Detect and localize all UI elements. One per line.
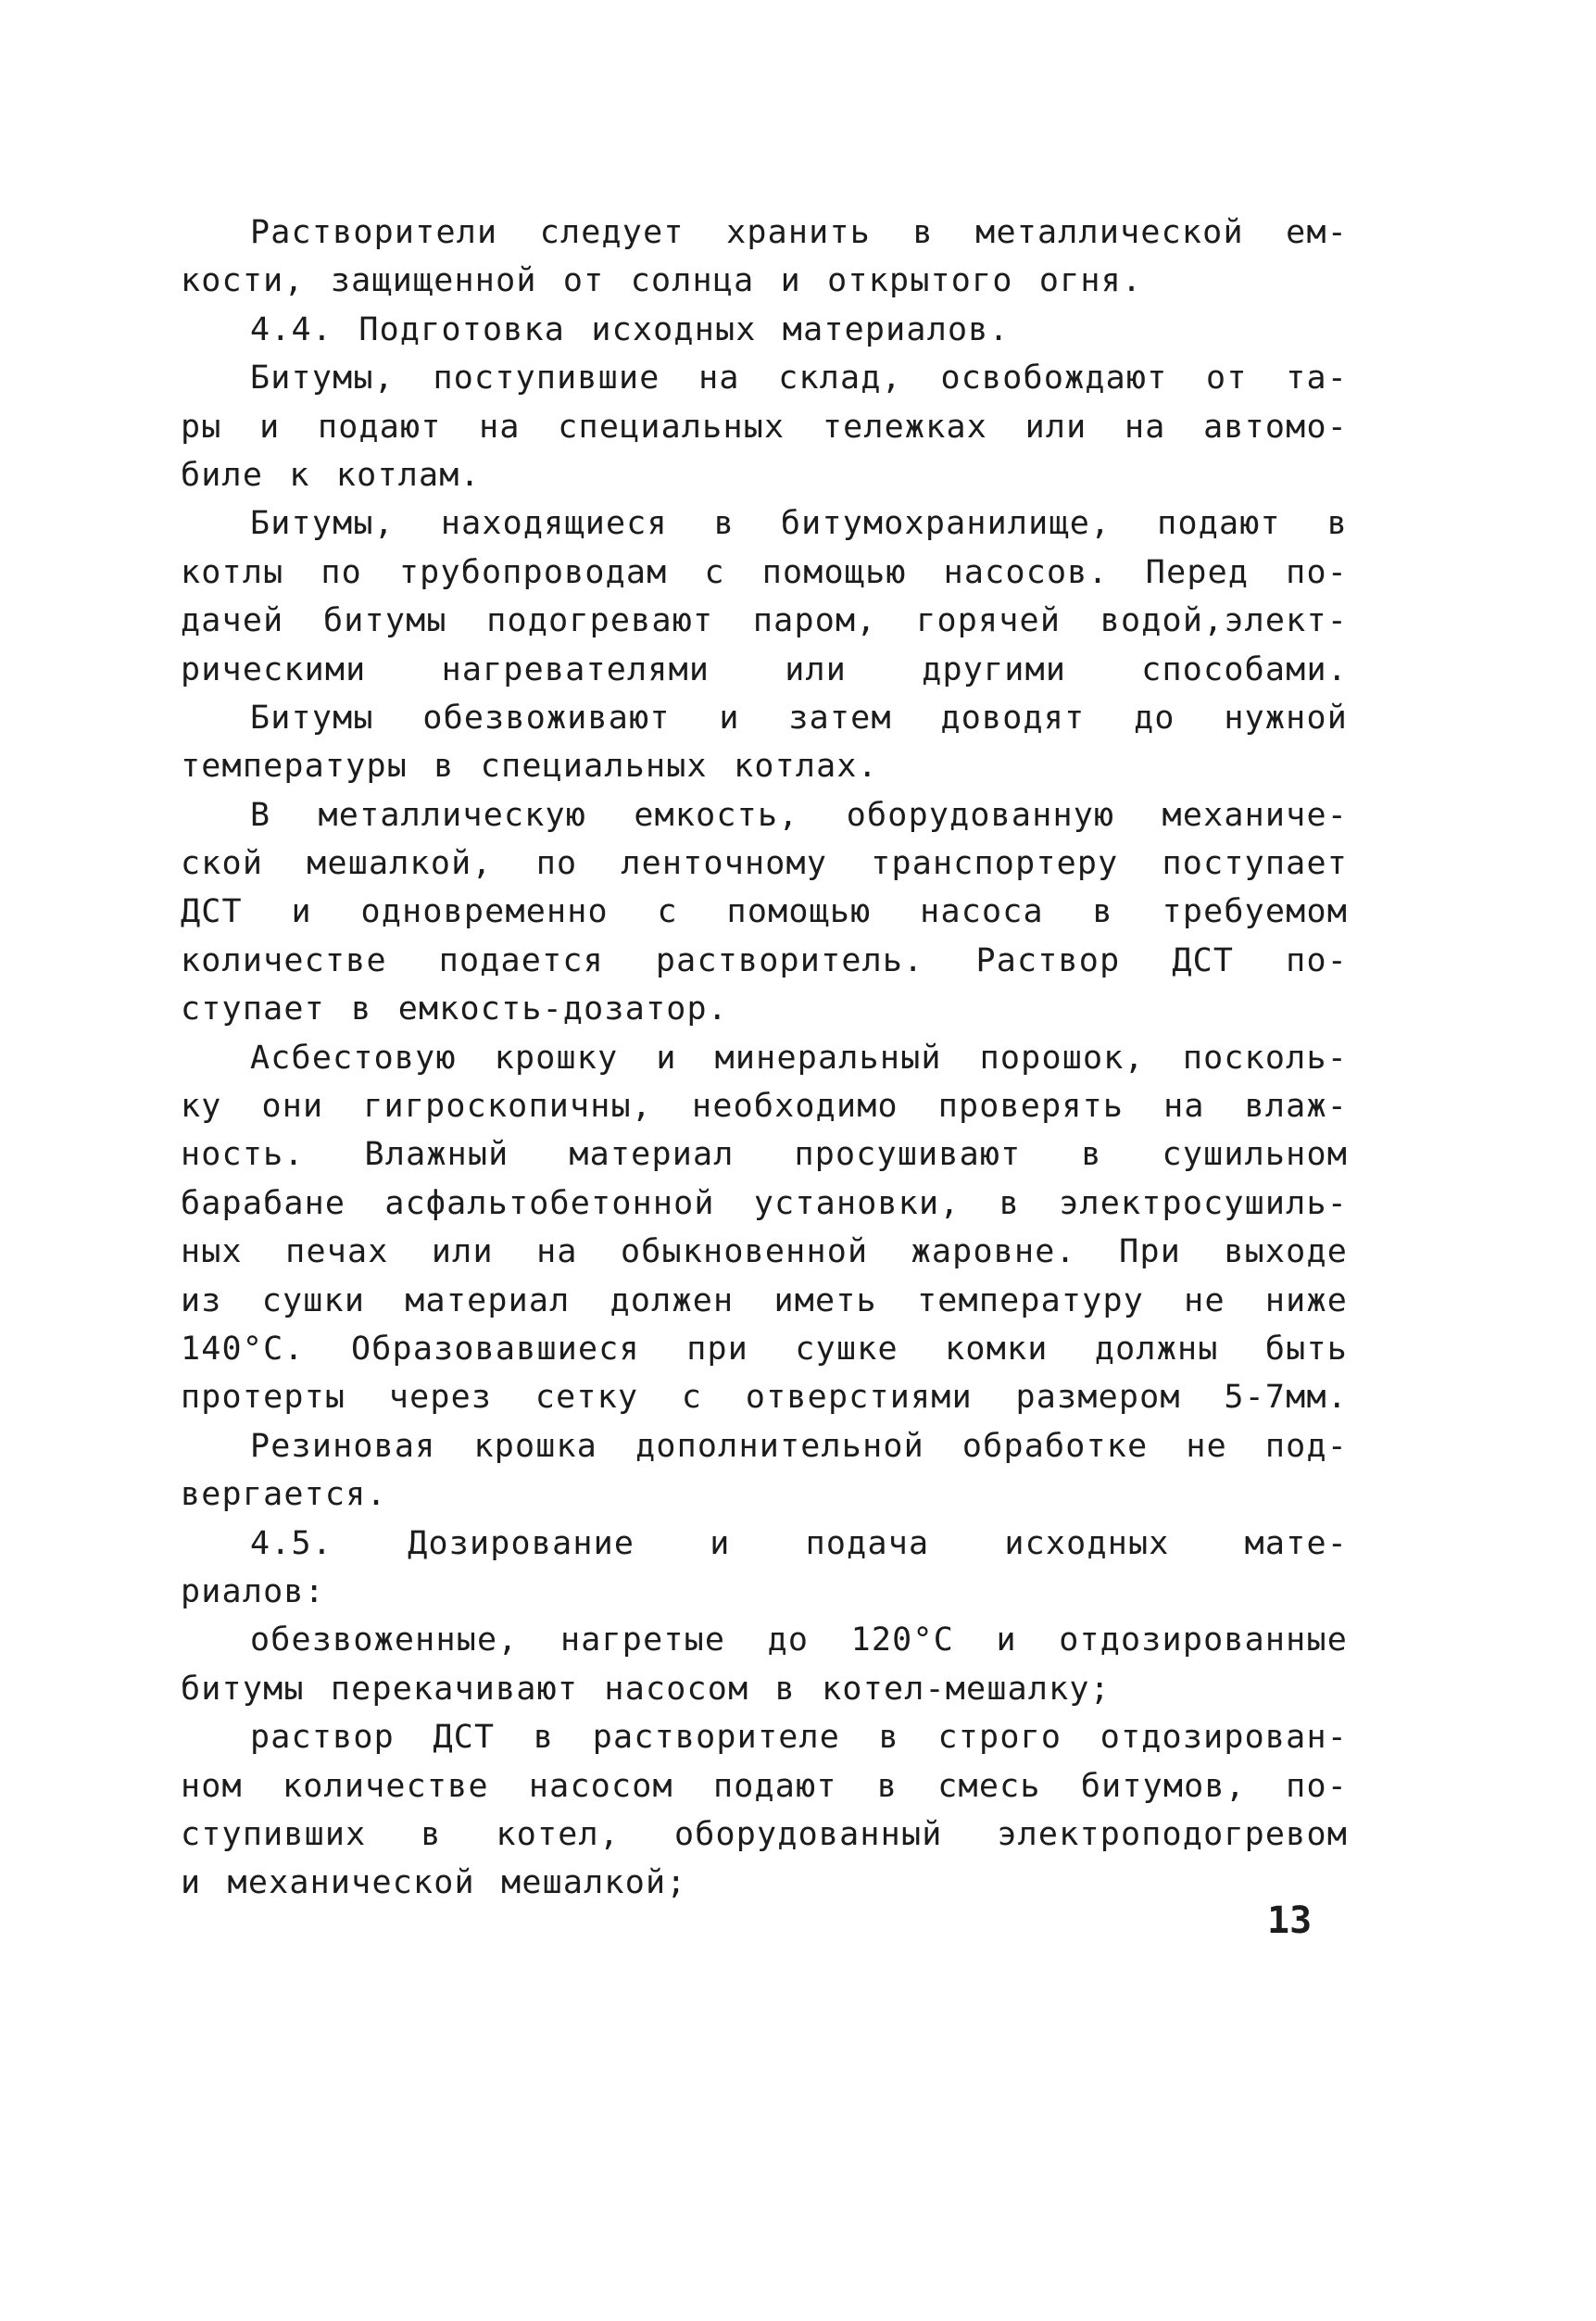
text-line: котлы по трубопроводам с помощью насосов. Перед по- (181, 553, 1348, 591)
text-line: ном количестве насосом подают в смесь битумов, по- (181, 1767, 1348, 1805)
text-line: количестве подается растворитель. Раствор ДСТ по- (181, 941, 1348, 979)
text-line: из сушки материал должен иметь температуру не ниже (181, 1281, 1348, 1319)
text-line: раствор ДСТ в растворителе в строго отдозирован- (250, 1719, 1348, 1757)
text-line: кости, защищенной от солнца и открытого огня. (181, 262, 1143, 300)
text-line: обезвоженные, нагретые до 120°С и отдозированные (250, 1621, 1348, 1659)
text-line: барабане асфальтобетонной установки, в электросушиль- (181, 1184, 1348, 1222)
text-line: ДСТ и одновременно с помощью насоса в требуемом (181, 893, 1348, 931)
text-line: ступает в емкость-дозатор. (181, 990, 729, 1028)
text-line: дачей битумы подогревают паром, горячей водой,элект- (181, 602, 1348, 640)
text-line: ступивших в котел, оборудованный электроподогревом (181, 1815, 1348, 1853)
text-line: риалов: (181, 1572, 325, 1610)
text-line: протерты через сетку с отверстиями размером 5-7мм. (181, 1379, 1348, 1417)
text-line: вергается. (181, 1476, 387, 1514)
text-line: ской мешалкой, по ленточному транспортеру поступает (181, 845, 1348, 883)
section-heading-4-4: 4.4. Подготовка исходных материалов. (250, 310, 1010, 348)
text-line: В металлическую емкость, оборудованную механиче- (250, 796, 1348, 834)
text-line: Битумы обезвоживают и затем доводят до нужной (250, 699, 1348, 737)
text-line: 140°С. Образовавшиеся при сушке комки должны быть (181, 1330, 1348, 1368)
text-line: температуры в специальных котлах. (181, 748, 878, 786)
text-line: биле к котлам. (181, 456, 481, 494)
text-line: ку они гигроскопичны, необходимо проверять на влаж- (181, 1088, 1348, 1126)
text-line: ных печах или на обыкновенной жаровне. При выходе (181, 1233, 1348, 1271)
text-line: Асбестовую крошку и минеральный порошок, посколь- (250, 1039, 1348, 1077)
text-line: битумы перекачивают насосом в котел-мешалку; (181, 1670, 1111, 1708)
text-line: Резиновая крошка дополнительной обработке не под- (250, 1427, 1348, 1465)
section-heading-4-5: 4.5. Дозирование и подача исходных мате- (250, 1524, 1348, 1562)
text-line: и механической мешалкой; (181, 1864, 687, 1902)
text-line: рическими нагревателями или другими способами. (181, 650, 1348, 688)
text-line: ность. Влажный материал просушивают в сушильном (181, 1136, 1348, 1174)
body-text (181, 208, 1348, 1908)
page-number: 13 (1267, 1899, 1313, 1942)
text-line: ры и подают на специальных тележках или на автомо- (181, 408, 1348, 446)
text-line: Битумы, поступившие на склад, освобождают от та- (250, 360, 1348, 397)
text-line: Битумы, находящиеся в битумохранилище, подают в (250, 505, 1348, 543)
text-line: Растворители следует хранить в металлической ем- (250, 214, 1348, 251)
